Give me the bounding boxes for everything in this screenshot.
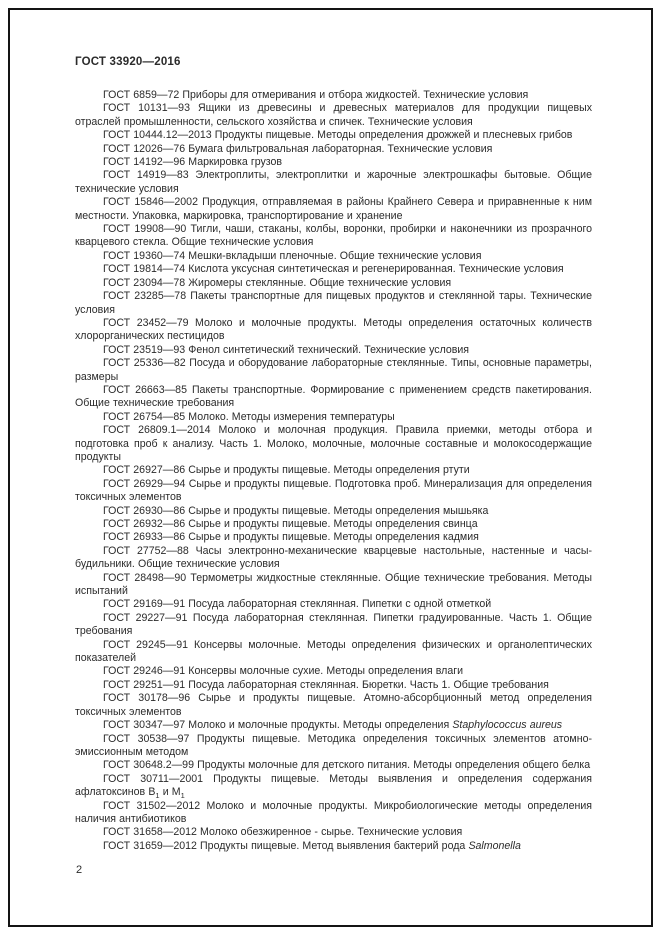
reference-paragraph (75, 290, 592, 317)
reference-text: ГОСТ 28498—90 Термометры жидкостные стеклянные. Общие технические требования. Методы испытаний (75, 571, 592, 598)
reference-paragraph (75, 196, 592, 223)
document-header: ГОСТ 33920—2016 (75, 56, 181, 68)
reference-text: ГОСТ 26809.1—2014 Молоко и молочная продукция. Правила приемки, методы отбора и подготовка проб к анализу. Часть 1. Молоко, молочные, молочные составные и молокосодержащие продукты (75, 424, 592, 463)
reference-text: ГОСТ 30538—97 Продукты пищевые. Методика определения токсичных элементов атомно-эмиссионным методом (75, 732, 592, 758)
reference-text: ГОСТ 19908—90 Тигли, чаши, стаканы, колбы, воронки, пробирки и наконечники из прозрачного кварцевого стекла. Общие технические условия (75, 223, 592, 249)
reference-paragraph (75, 800, 592, 827)
reference-text: ГОСТ 29245—91 Консервы молочные. Методы определения физических и органолептических показателей (75, 638, 592, 665)
reference-paragraph (75, 89, 592, 102)
reference-text: и M (159, 786, 181, 799)
reference-text: ГОСТ 26929—94 Сырье и продукты пищевые. Подготовка проб. Минерализация для определения токсичных элементов (75, 477, 592, 504)
reference-text: ГОСТ 26933—86 Сырье и продукты пищевые. Методы определения кадмия (103, 531, 479, 544)
reference-paragraph (75, 572, 592, 599)
reference-paragraph (75, 719, 592, 732)
reference-text: ГОСТ 31659—2012 Продукты пищевые. Метод выявления бактерий рода (103, 839, 469, 852)
reference-paragraph (75, 424, 592, 464)
latin-term-text: Staphylococcus aureus (452, 719, 563, 732)
reference-text: ГОСТ 31658—2012 Молоко обезжиренное - сырье. Технические условия (103, 826, 463, 839)
reference-paragraph (75, 639, 592, 666)
reference-paragraph (75, 250, 592, 263)
reference-text: ГОСТ 23519—93 Фенол синтетический технический. Технические условия (103, 343, 470, 356)
reference-paragraph (75, 505, 592, 518)
reference-text: ГОСТ 29169—91 Посуда лабораторная стеклянная. Пипетки с одной отметкой (103, 598, 492, 611)
latin-term-text: Salmonella (468, 839, 521, 852)
reference-paragraph (75, 773, 592, 800)
reference-paragraph (75, 612, 592, 639)
reference-text: ГОСТ 12026—76 Бумага фильтровальная лабораторная. Технические условия (103, 142, 493, 155)
page-number: 2 (76, 864, 83, 876)
reference-paragraph (75, 759, 592, 772)
reference-paragraph (75, 545, 592, 572)
reference-text: ГОСТ 23452—79 Молоко и молочные продукты. Методы определения остаточных количеств хлорорганических пестицидов (75, 316, 592, 343)
reference-paragraph (75, 223, 592, 250)
reference-text: ГОСТ 10444.12—2013 Продукты пищевые. Методы определения дрожжей и плесневых грибов (103, 129, 573, 142)
reference-paragraph (75, 102, 592, 129)
reference-paragraph (75, 679, 592, 692)
reference-paragraph (75, 518, 592, 531)
reference-text: ГОСТ 25336—82 Посуда и оборудование лабораторные стеклянные. Типы, основные параметры, размеры (75, 357, 592, 383)
reference-text: ГОСТ 26754—85 Молоко. Методы измерения температуры (103, 410, 395, 423)
reference-paragraph (75, 733, 592, 760)
reference-paragraph (75, 169, 592, 196)
reference-text: ГОСТ 23285—78 Пакеты транспортные для пищевых продуктов и стеклянной тары. Технические условия (75, 290, 592, 316)
reference-paragraph (75, 478, 592, 505)
reference-paragraph (75, 464, 592, 477)
reference-text: ГОСТ 31502—2012 Молоко и молочные продукты. Микробиологические методы определения наличия антибиотиков (75, 799, 592, 825)
reference-text: ГОСТ 6859—72 Приборы для отмеривания и отбора жидкостей. Технические условия (103, 89, 529, 101)
reference-paragraph (75, 263, 592, 276)
reference-text: ГОСТ 19360—74 Мешки-вкладыши пленочные. Общие технические условия (103, 249, 482, 262)
reference-text: ГОСТ 10131—93 Ящики из древесины и древесных материалов для продукции пищевых отраслей промышленности, сельского хозяйства и спичек. Технические условия (75, 102, 592, 128)
reference-paragraph (75, 598, 592, 611)
reference-text: ГОСТ 26663—85 Пакеты транспортные. Формирование с применением средств пакетирования. Общие технические требования (75, 383, 592, 410)
references-list (75, 89, 592, 853)
reference-text: ГОСТ 15846—2002 Продукция, отправляемая в районы Крайнего Севера и приравненные к ним местности. Упаковка, маркировка, транспортирование и хранение (75, 196, 592, 222)
reference-text: 1 (180, 791, 185, 801)
reference-text: ГОСТ 30648.2—99 Продукты молочные для детского питания. Методы определения общего белка (103, 759, 591, 772)
reference-paragraph (75, 384, 592, 411)
reference-paragraph (75, 143, 592, 156)
reference-paragraph (75, 531, 592, 544)
reference-text: ГОСТ 26927—86 Сырье и продукты пищевые. Методы определения ртути (103, 464, 470, 477)
reference-text: ГОСТ 23094—78 Жиромеры стеклянные. Общие технические условия (103, 276, 452, 289)
reference-text: ГОСТ 30711—2001 Продукты пищевые. Методы выявления и определения содержания афлатоксинов B (75, 772, 592, 799)
reference-paragraph (75, 344, 592, 357)
reference-text: ГОСТ 27752—88 Часы электронно-механические кварцевые настольные, настенные и часы-будильники. Общие технические условия (75, 544, 592, 571)
reference-text: ГОСТ 29227—91 Посуда лабораторная стеклянная. Пипетки градуированные. Часть 1. Общие требования (75, 611, 592, 638)
reference-paragraph (75, 317, 592, 344)
reference-text: ГОСТ 14919—83 Электроплиты, электроплитки и жарочные электрошкафы бытовые. Общие технические условия (75, 169, 592, 195)
reference-text: 1 (155, 791, 160, 801)
reference-paragraph (75, 411, 592, 424)
reference-paragraph (75, 665, 592, 678)
reference-paragraph (75, 156, 592, 169)
reference-paragraph (75, 277, 592, 290)
reference-text: ГОСТ 19814—74 Кислота уксусная синтетическая и регенерированная. Технические условия (103, 263, 564, 276)
reference-paragraph (75, 129, 592, 142)
reference-paragraph (75, 840, 592, 853)
reference-text: ГОСТ 29246—91 Консервы молочные сухие. Методы определения влаги (103, 665, 464, 678)
reference-text: ГОСТ 14192—96 Маркировка грузов (103, 156, 283, 169)
reference-paragraph (75, 826, 592, 839)
page-content (75, 56, 592, 853)
reference-text: ГОСТ 29251—91 Посуда лабораторная стеклянная. Бюретки. Часть 1. Общие требования (103, 678, 549, 691)
reference-text: ГОСТ 26930—86 Сырье и продукты пищевые. Методы определения мышьяка (103, 504, 489, 517)
reference-text: ГОСТ 30178—96 Сырье и продукты пищевые. Атомно-абсорбционный метод определения токсичных элементов (75, 692, 592, 718)
reference-paragraph (75, 692, 592, 719)
reference-text: ГОСТ 30347—97 Молоко и молочные продукты. Методы определения (103, 719, 453, 732)
reference-paragraph (75, 357, 592, 384)
reference-text: ГОСТ 26932—86 Сырье и продукты пищевые. Методы определения свинца (103, 518, 478, 530)
